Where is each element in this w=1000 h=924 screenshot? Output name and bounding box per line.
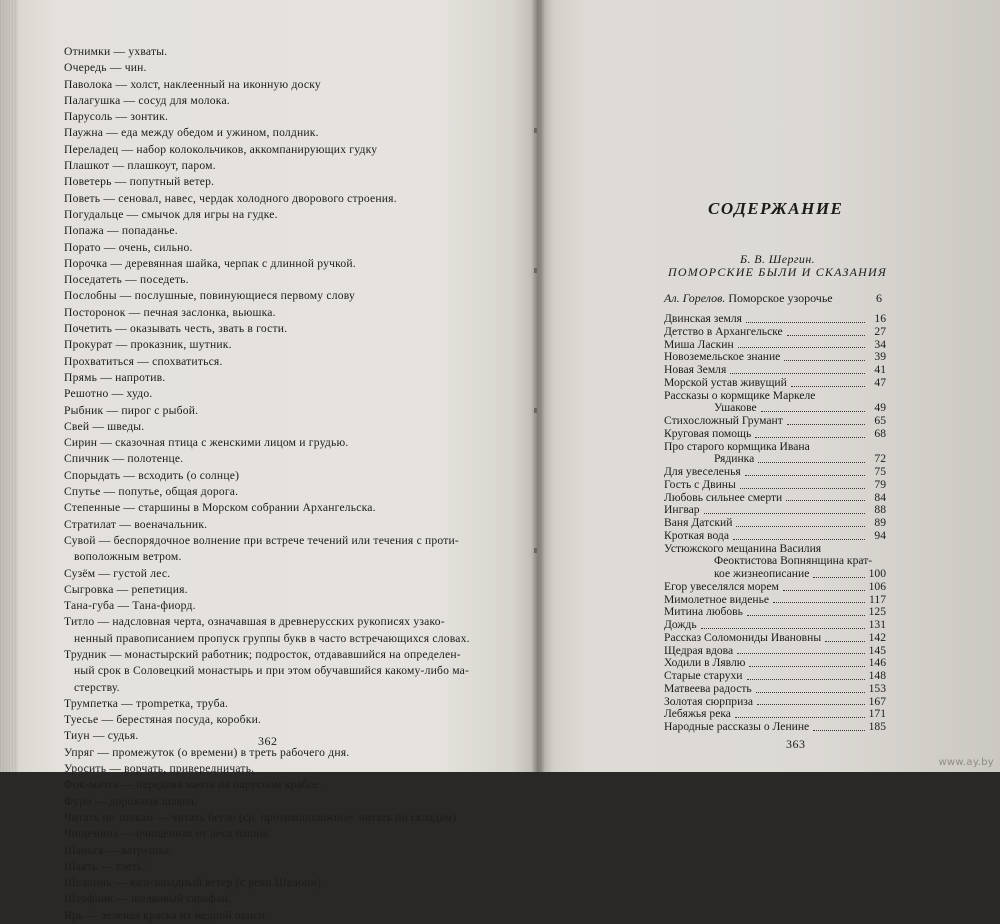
- toc-leader-dots: [825, 641, 865, 642]
- toc-entry-title: Матвеева радость: [664, 681, 752, 695]
- toc-entry-page: 79: [874, 477, 886, 491]
- glossary-entry: Тана-губа — Тана-фиорд.: [64, 599, 196, 613]
- glossary-entry: Погудальце — смычок для игры на гудке.: [64, 207, 278, 221]
- toc-leader-dots: [756, 692, 865, 693]
- glossary-entry: Рыбник — пирог с рыбой.: [64, 403, 199, 417]
- intro-author: Ал. Горелов.: [664, 291, 726, 305]
- toc-entry: [664, 415, 886, 428]
- glossary-entry: Трудник — монастырский работник; подросток, отдававшийся на определен-: [64, 647, 461, 661]
- glossary-entry: воположным ветром.: [74, 550, 182, 564]
- glossary-entry: Упряг — промежуток (о времени) в треть рабочего дня.: [64, 745, 350, 759]
- toc-entry-title: Рядинка: [714, 452, 755, 466]
- page-edge-shading: [0, 0, 18, 772]
- toc-entry-title: Золотая сюрприза: [664, 694, 754, 708]
- glossary-entry: Поветь — сеновал, навес, чердак холодного дворового строения.: [64, 191, 397, 205]
- toc-entry-title: Кроткая вода: [664, 528, 729, 542]
- binding-stitch: [534, 128, 537, 133]
- toc-entry-page: 84: [874, 490, 886, 504]
- glossary-entry: Почетить — оказывать честь, звать в гости.: [64, 322, 288, 336]
- toc-entry-title: Детство в Архангельске: [664, 324, 783, 338]
- toc-leader-dots: [773, 602, 865, 603]
- toc-entry-page: 100: [868, 567, 886, 580]
- toc-entry: [664, 479, 886, 492]
- toc-leader-dots: [733, 539, 865, 540]
- toc-entry-title: Миша Ласкин: [664, 337, 734, 351]
- glossary-entry: Парусоль — зонтик.: [64, 110, 169, 124]
- toc-entry-page: 142: [868, 630, 886, 644]
- glossary-entry: Паужна — еда между обедом и ужином, полдник.: [64, 126, 319, 140]
- binding-stitch: [534, 268, 537, 273]
- toc-leader-dots: [813, 730, 865, 731]
- toc-leader-dots: [786, 500, 865, 501]
- toc-entry-title: Щедрая вдова: [664, 643, 734, 657]
- toc-entry-title: Ваня Датский: [664, 516, 733, 529]
- watermark: www.ay.by: [938, 757, 994, 768]
- glossary-entry: Чищемина — очищенная от леса пашня.: [64, 827, 272, 841]
- toc-leader-dots: [745, 475, 865, 476]
- toc-entry-page: 94: [874, 528, 886, 542]
- left-page-number: 362: [258, 734, 278, 748]
- glossary-entry: Фок-мачта — передняя мачта на парусном крабле.: [64, 778, 323, 792]
- toc-leader-dots: [747, 679, 865, 680]
- toc-entry-title: Ходили в Лявлю: [664, 656, 746, 670]
- toc-leader-dots: [791, 386, 865, 387]
- toc-entry-page: 68: [874, 426, 886, 440]
- binding-stitch: [534, 408, 537, 413]
- glossary-entry: Прямь — напротив.: [64, 370, 166, 384]
- glossary-entry: Штофник — шелковый сарафан.: [64, 892, 231, 906]
- toc-leader-dots: [704, 513, 865, 514]
- toc-leader-dots: [813, 577, 865, 578]
- toc-entry-page: 145: [868, 643, 886, 657]
- toc-entry-title: Ушакове: [714, 401, 757, 415]
- glossary-entry: Уросить — ворчать, привередничать.: [64, 762, 255, 776]
- glossary-entry: Отнимки — ухваты.: [64, 45, 168, 58]
- toc-entry-title: Старые старухи: [664, 669, 743, 682]
- toc-author: Б. В. Шергин.: [740, 252, 816, 266]
- glossary-entry: Переладец — набор колокольчиков, аккомпанирующих гудку: [64, 142, 378, 156]
- toc-leader-dots: [740, 488, 865, 489]
- glossary-entry: Посторонок — печная заслонка, вьюшка.: [64, 305, 276, 319]
- contents-heading: СОДЕРЖАНИЕ: [708, 199, 844, 218]
- toc-leader-dots: [736, 526, 865, 527]
- glossary-entry: Туесье — берестяная посуда, коробки.: [64, 713, 262, 727]
- glossary-entry: Плашкот — плашкоут, паром.: [64, 159, 216, 173]
- toc-entry: [664, 517, 886, 530]
- toc-entry-page: 146: [868, 656, 886, 670]
- toc-section-title: ПОМОРСКИЕ БЫЛИ И СКАЗАНИЯ: [668, 265, 887, 279]
- glossary-entry: Трумпетка — трompетка, труба.: [64, 696, 229, 710]
- toc-entry-title: Новоземельское знание: [664, 350, 781, 364]
- toc-leader-dots: [757, 704, 865, 705]
- toc-leader-dots: [755, 437, 865, 438]
- glossary-entry: ный срок в Соловецкий монастырь и при этом обучавшийся какому-либо ма-: [74, 664, 470, 678]
- toc-entry-page: 34: [874, 337, 886, 351]
- toc-entry-title: Для увеселенья: [664, 465, 741, 478]
- intro-title: Поморское узорочье: [728, 291, 833, 305]
- intro-page: 6: [876, 291, 882, 305]
- glossary-entry: ненный правописанием пропуск группы букв в часто встречающихся словах.: [74, 631, 470, 645]
- glossary-entry: Титло — надсловная черта, означавшая в древнерусских рукописях узако-: [64, 615, 445, 629]
- toc-leader-dots: [758, 462, 865, 463]
- toc-leader-dots: [735, 717, 865, 718]
- toc-entry: [664, 313, 886, 326]
- toc-entry: [664, 364, 886, 377]
- toc-entry-title: Рассказ Соломониды Ивановны: [664, 630, 822, 644]
- toc-entry: [664, 428, 886, 441]
- toc-entry: [664, 670, 886, 683]
- toc-entry: [664, 721, 886, 734]
- toc-entry-page: 153: [868, 681, 886, 695]
- glossary-entry: Шелоник — юго-западный ветер (с реки Шелони): [64, 876, 322, 890]
- toc-entry: [664, 530, 886, 543]
- glossary-entry: Сувой — беспорядочное волнение при встрече течений или течения с проти-: [64, 533, 459, 547]
- glossary-entry: Попажа — попаданье.: [64, 224, 178, 238]
- toc-intro-entry: [664, 291, 882, 306]
- toc-entry-title: Рассказы о кормщике Маркеле: [664, 388, 816, 402]
- toc-entry-page: 75: [874, 465, 886, 478]
- glossary-entry: стерству.: [74, 680, 120, 694]
- toc-entry-title: Про старого кормщика Ивана: [664, 439, 810, 453]
- toc-entry-page: 49: [874, 401, 886, 415]
- glossary-entry: Читать по толкам — читать бегло (ср. противоположное: читать по складам): [64, 810, 457, 824]
- toc-entry: [664, 581, 886, 594]
- toc-entry-page: 131: [868, 618, 886, 631]
- toc-leader-dots: [783, 590, 865, 591]
- glossary-entry: Спутье — попутье, общая дорога.: [64, 485, 239, 499]
- glossary-entry: Сузём — густой лес.: [64, 566, 171, 580]
- toc-entry-title: кое жизнеописание: [714, 567, 810, 580]
- glossary-entry: Фуро — дорожная шляпа.: [64, 794, 198, 808]
- glossary-list: [64, 44, 504, 924]
- glossary-entry: Прокурат — проказник, шутник.: [64, 338, 232, 352]
- toc-entry-page: 65: [874, 414, 886, 427]
- toc-entry-page: 27: [874, 324, 886, 338]
- right-page: [540, 0, 1000, 772]
- glossary-entry: Паволока — холст, наклеенный на иконную доску: [64, 77, 321, 91]
- toc-entry: [664, 619, 886, 632]
- toc-leader-dots: [784, 360, 865, 361]
- toc-leader-dots: [787, 335, 865, 336]
- toc-entry-title: Любовь сильнее смерти: [664, 490, 783, 504]
- glossary-entry: Стратилат — военачальник.: [64, 517, 208, 531]
- glossary-entry: Сыгровка — репетиция.: [64, 582, 188, 596]
- toc-entry-title: Дождь: [664, 618, 697, 631]
- toc-entry-page: 89: [874, 516, 886, 529]
- toc-entry-title: Феоктистова Вопнянщина крат-: [714, 554, 873, 568]
- toc-entry-page: 106: [868, 579, 886, 593]
- glossary-entry: Послобны — послушные, повинующиеся первому слову: [64, 289, 355, 303]
- toc-entry-title: Народные рассказы о Ленине: [664, 720, 810, 733]
- glossary-entry: Степенные — старшины в Морском собрании Архангельска.: [64, 501, 376, 515]
- glossary-entry: Шаньга — ватрушка.: [64, 843, 173, 857]
- glossary-entry: Ярь — зеленая краска из медной окиси.: [64, 908, 268, 922]
- toc-leader-dots: [746, 322, 865, 323]
- glossary-entry: Порочка — деревянная шайка, черпак с длинной ручкой.: [64, 256, 356, 270]
- toc-leader-dots: [738, 347, 865, 348]
- toc-entry: [664, 441, 886, 454]
- toc-entry-page: 171: [868, 707, 886, 721]
- glossary-entry: Тиун — судья.: [64, 729, 139, 743]
- toc-entry-page: 117: [869, 592, 886, 606]
- toc-entry: [664, 606, 886, 619]
- toc-entry-title: Лебяжья река: [664, 707, 731, 721]
- toc-entry-title: Ингвар: [664, 503, 700, 517]
- toc-entry-page: 39: [874, 350, 886, 364]
- toc-entry-title: Двинская земля: [664, 312, 742, 325]
- toc-entry: [664, 632, 886, 645]
- toc-leader-dots: [761, 411, 865, 412]
- glossary-entry: Порато — очень, сильно.: [64, 240, 193, 254]
- toc-entry-title: Новая Земля: [664, 363, 727, 376]
- toc-entry: [664, 377, 886, 390]
- toc-entry-title: Морской устав живущий: [664, 375, 787, 389]
- toc-leader-dots: [747, 615, 865, 616]
- glossary-entry: Сирин — сказочная птица с женскими лицом и грудью.: [64, 436, 349, 450]
- toc-leader-dots: [737, 653, 865, 654]
- right-page-number: 363: [786, 737, 806, 751]
- glossary-entry: Палагушка — сосуд для молока.: [64, 93, 230, 107]
- toc-entry-page: 47: [874, 375, 886, 389]
- toc-list: [664, 313, 886, 734]
- toc-entry: [664, 326, 886, 339]
- book-spine-shadow: [531, 0, 545, 772]
- glossary-entry: Очередь — чин.: [64, 61, 147, 75]
- glossary-entry: Поседатеть — поседеть.: [64, 273, 189, 287]
- toc-leader-dots: [787, 424, 865, 425]
- toc-entry-page: 72: [874, 452, 886, 466]
- glossary-entry: Шаять — тлеть.: [64, 859, 146, 873]
- toc-entry-page: 41: [874, 363, 886, 376]
- toc-entry: [664, 568, 886, 581]
- toc-entry-page: 88: [874, 503, 886, 517]
- glossary-entry: Прохватиться — спохватиться.: [64, 354, 223, 368]
- toc-entry-title: Митина любовь: [664, 605, 743, 619]
- toc-entry-page: 185: [868, 720, 886, 733]
- toc-entry-page: 167: [868, 694, 886, 708]
- toc-entry-title: Устюжского мещанина Василия: [664, 541, 822, 555]
- glossary-entry: Поветерь — попутный ветер.: [64, 175, 215, 189]
- glossary-entry: Свей — шведы.: [64, 419, 145, 433]
- binding-stitch: [534, 548, 537, 553]
- toc-leader-dots: [701, 628, 865, 629]
- glossary-entry: Спичник — полотенце.: [64, 452, 184, 466]
- glossary-entry: Спорыдать — всходить (о солнце): [64, 468, 240, 482]
- toc-entry-title: Круговая помощь: [664, 426, 752, 440]
- toc-entry-page: 125: [868, 605, 886, 619]
- toc-entry-title: Егор увеселялся морем: [664, 579, 779, 593]
- glossary-entry: Решотно — худо.: [64, 387, 153, 401]
- toc-entry: [664, 466, 886, 479]
- toc-leader-dots: [749, 666, 865, 667]
- toc-entry: [664, 683, 886, 696]
- toc-entry-page: 148: [868, 669, 886, 682]
- toc-entry-page: 16: [874, 312, 886, 325]
- toc-leader-dots: [730, 373, 865, 374]
- toc-entry-title: Мимолетное виденье: [664, 592, 770, 606]
- toc-entry: [664, 390, 886, 403]
- toc-entry-title: Гость с Двины: [664, 477, 736, 491]
- toc-entry-title: Стихосложный Грумант: [664, 414, 783, 427]
